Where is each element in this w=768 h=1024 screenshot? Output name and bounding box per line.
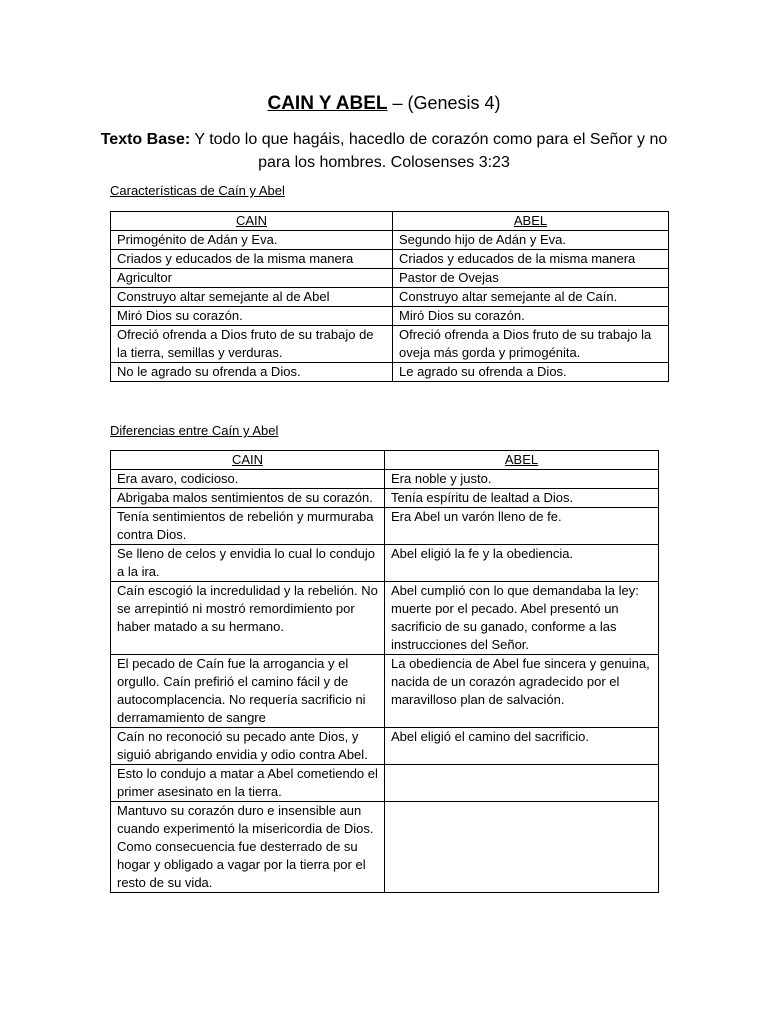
section-label-characteristics: Características de Caín y Abel — [110, 183, 285, 198]
table-row — [111, 288, 669, 307]
table-row — [111, 307, 669, 326]
cain-cell: Era avaro, codicioso. — [111, 470, 385, 489]
table-row — [111, 231, 669, 250]
cain-cell: Tenía sentimientos de rebelión y murmuraba contra Dios. — [111, 508, 385, 545]
abel-cell: Abel eligió el camino del sacrificio. — [385, 728, 659, 765]
cain-cell: Se lleno de celos y envidia lo cual lo condujo a la ira. — [111, 545, 385, 582]
characteristics-table — [110, 211, 669, 382]
cain-cell: Esto lo condujo a matar a Abel cometiendo el primer asesinato en la tierra. — [111, 765, 385, 802]
abel-cell: Segundo hijo de Adán y Eva. — [393, 231, 669, 250]
base-label: Texto Base: — [100, 131, 191, 148]
differences-table — [110, 450, 659, 893]
table-row — [111, 508, 659, 545]
table-row — [111, 250, 669, 269]
abel-cell: Le agrado su ofrenda a Dios. — [393, 363, 669, 382]
cain-cell: Caín no reconoció su pecado ante Dios, y siguió abrigando envidia y odio contra Abel. — [111, 728, 385, 765]
abel-cell: Construyo altar semejante al de Caín. — [393, 288, 669, 307]
abel-cell — [385, 765, 659, 802]
column-header-abel: ABEL — [393, 212, 669, 231]
table-row — [111, 489, 659, 508]
table-row — [111, 765, 659, 802]
abel-cell: Abel eligió la fe y la obediencia. — [385, 545, 659, 582]
abel-cell: Ofreció ofrenda a Dios fruto de su trabajo la oveja más gorda y primogénita. — [393, 326, 669, 363]
title-main: CAIN Y ABEL — [267, 93, 388, 114]
abel-cell: Criados y educados de la misma manera — [393, 250, 669, 269]
cain-cell: Ofreció ofrenda a Dios fruto de su trabajo de la tierra, semillas y verduras. — [111, 326, 393, 363]
cain-cell: Abrigaba malos sentimientos de su corazón. — [111, 489, 385, 508]
abel-cell — [385, 802, 659, 893]
table-row — [111, 728, 659, 765]
abel-cell: Pastor de Ovejas — [393, 269, 669, 288]
table-row — [111, 363, 669, 382]
cain-cell: Construyo altar semejante al de Abel — [111, 288, 393, 307]
cain-cell: El pecado de Caín fue la arrogancia y el orgullo. Caín prefirió el camino fácil y de autocomplacencia. No requería sacrificio ni derramamiento de sangre — [111, 655, 385, 728]
abel-cell: Tenía espíritu de lealtad a Dios. — [385, 489, 659, 508]
base-verse: Y todo lo que hagáis, hacedlo de corazón como para el Señor y no para los hombres. Colosenses 3:23 — [190, 131, 668, 171]
title-reference: – (Genesis 4) — [387, 93, 501, 113]
base-text — [100, 128, 668, 174]
cain-cell: Criados y educados de la misma manera — [111, 250, 393, 269]
cain-cell: Caín escogió la incredulidad y la rebelión. No se arrepintió ni mostró remordimiento por haber matado a su hermano. — [111, 582, 385, 655]
abel-cell: Era noble y justo. — [385, 470, 659, 489]
table-row — [111, 545, 659, 582]
cain-cell: Miró Dios su corazón. — [111, 307, 393, 326]
cain-cell: Mantuvo su corazón duro e insensible aun cuando experimentó la misericordia de Dios. Como consecuencia fue desterrado de su hogar y obligado a vagar por la tierra por el resto de su vida. — [111, 802, 385, 893]
cain-cell: No le agrado su ofrenda a Dios. — [111, 363, 393, 382]
column-header-cain: CAIN — [111, 451, 385, 470]
column-header-abel: ABEL — [385, 451, 659, 470]
abel-cell: Abel cumplió con lo que demandaba la ley: muerte por el pecado. Abel presentó un sacrificio de su ganado, conforme a las instrucciones del Señor. — [385, 582, 659, 655]
document-title — [0, 90, 768, 117]
table-header-row — [111, 451, 659, 470]
abel-cell: Era Abel un varón lleno de fe. — [385, 508, 659, 545]
section-label-differences: Diferencias entre Caín y Abel — [110, 423, 279, 438]
table-row — [111, 326, 669, 363]
table-row — [111, 655, 659, 728]
table-row — [111, 802, 659, 893]
table-row — [111, 582, 659, 655]
abel-cell: Miró Dios su corazón. — [393, 307, 669, 326]
abel-cell: La obediencia de Abel fue sincera y genuina, nacida de un corazón agradecido por el maravilloso plan de salvación. — [385, 655, 659, 728]
table-row — [111, 269, 669, 288]
cain-cell: Primogénito de Adán y Eva. — [111, 231, 393, 250]
cain-cell: Agricultor — [111, 269, 393, 288]
column-header-cain: CAIN — [111, 212, 393, 231]
table-row — [111, 470, 659, 489]
table-header-row — [111, 212, 669, 231]
